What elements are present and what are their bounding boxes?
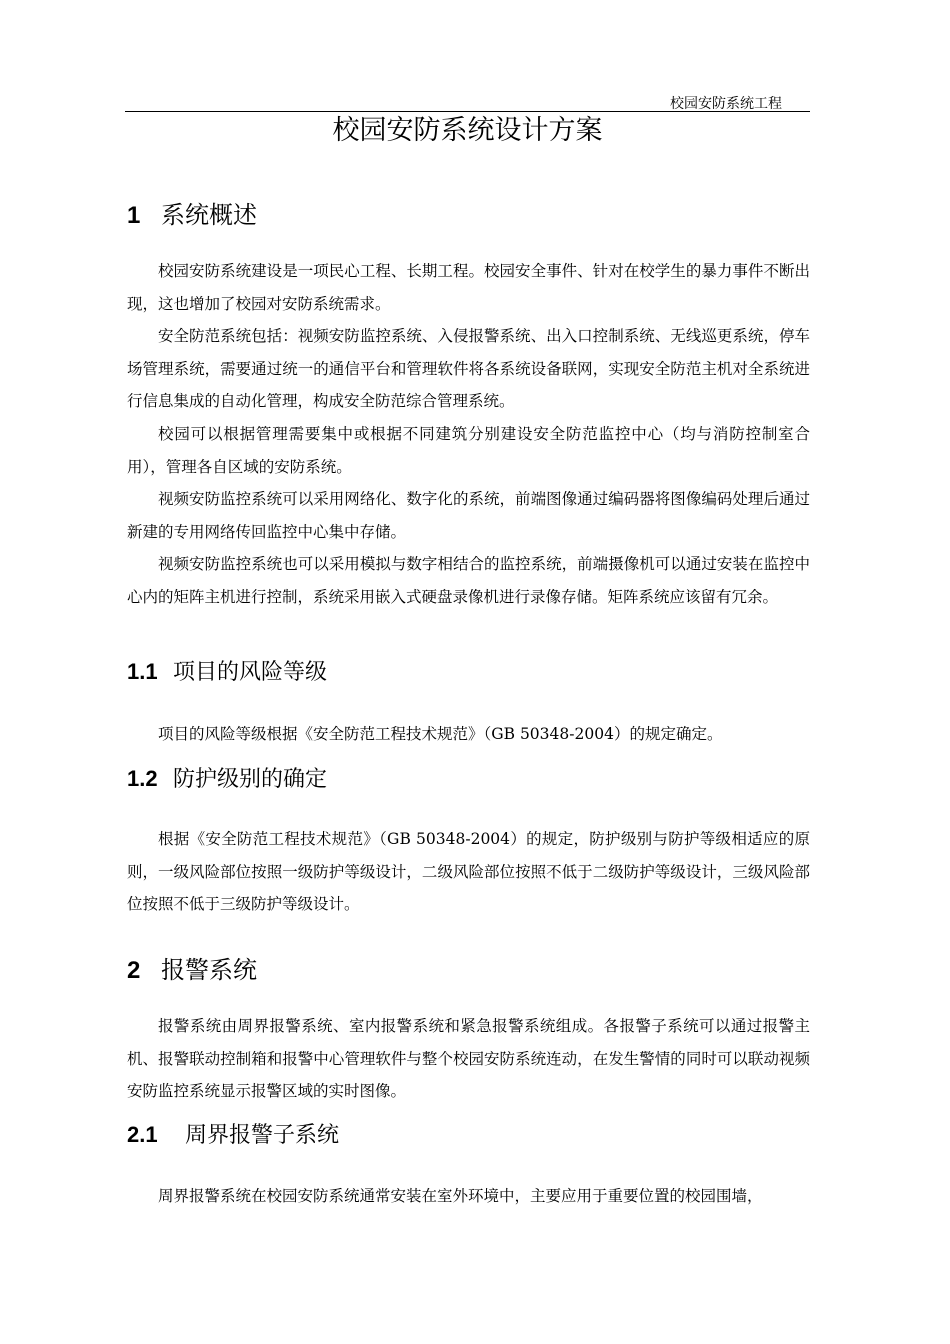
section-heading-1-2 [127,762,327,793]
section-number: 2 [127,957,141,984]
section-title: 系统概述 [161,201,257,229]
running-header: 校园安防系统工程 [670,96,782,112]
section-heading-2-1 [127,1118,339,1149]
section-heading-1-1 [127,655,327,686]
section-title: 防护级别的确定 [173,767,328,792]
section-number: 1.2 [127,766,158,791]
section-title: 周界报警子系统 [185,1123,340,1148]
section-heading-1 [127,195,257,230]
section-title: 报警系统 [161,956,257,984]
paragraph: 安全防范系统包括：视频安防监控系统、入侵报警系统、出入口控制系统、无线巡更系统，停车场管理系统，需要通过统一的通信平台和管理软件将各系统设备联网，实现安全防范主机对全系统进行信息集成的自动化管理，构成安全防范综合管理系统。 [127,327,810,410]
paragraph: 视频安防监控系统也可以采用模拟与数字相结合的监控系统，前端摄像机可以通过安装在监控中心内的矩阵主机进行控制，系统采用嵌入式硬盘录像机进行录像存储。矩阵系统应该留有冗余。 [127,555,810,606]
paragraph: 视频安防监控系统可以采用网络化、数字化的系统，前端图像通过编码器将图像编码处理后通过新建的专用网络传回监控中心集中存储。 [127,490,810,541]
section-number: 1.1 [127,659,158,684]
paragraph: 根据《安全防范工程技术规范》（GB 50348-2004）的规定，防护级别与防护等级相适应的原则，一级风险部位按照一级防护等级设计，二级风险部位按照不低于二级防护等级设计，三级风险部位按照不低于三级防护等级设计。 [127,830,810,913]
section-number: 2.1 [127,1122,158,1147]
section-number: 1 [127,202,141,229]
paragraph: 校园可以根据管理需要集中或根据不同建筑分别建设安全防范监控中心（均与消防控制室合用），管理各自区域的安防系统。 [127,425,810,476]
section-title: 项目的风险等级 [173,660,328,685]
document-title: 校园安防系统设计方案 [332,115,603,146]
paragraph: 校园安防系统建设是一项民心工程、长期工程。校园安全事件、针对在校学生的暴力事件不断出现，这也增加了校园对安防系统需求。 [127,262,810,313]
paragraph: 项目的风险等级根据《安全防范工程技术规范》（GB 50348-2004）的规定确定。 [158,725,723,743]
paragraph: 周界报警系统在校园安防系统通常安装在室外环境中，主要应用于重要位置的校园围墙， [158,1187,763,1205]
paragraph: 报警系统由周界报警系统、室内报警系统和紧急报警系统组成。各报警子系统可以通过报警主机、报警联动控制箱和报警中心管理软件与整个校园安防系统连动，在发生警情的同时可以联动视频安防监控系统显示报警区域的实时图像。 [127,1017,810,1100]
section-heading-2 [127,950,257,985]
